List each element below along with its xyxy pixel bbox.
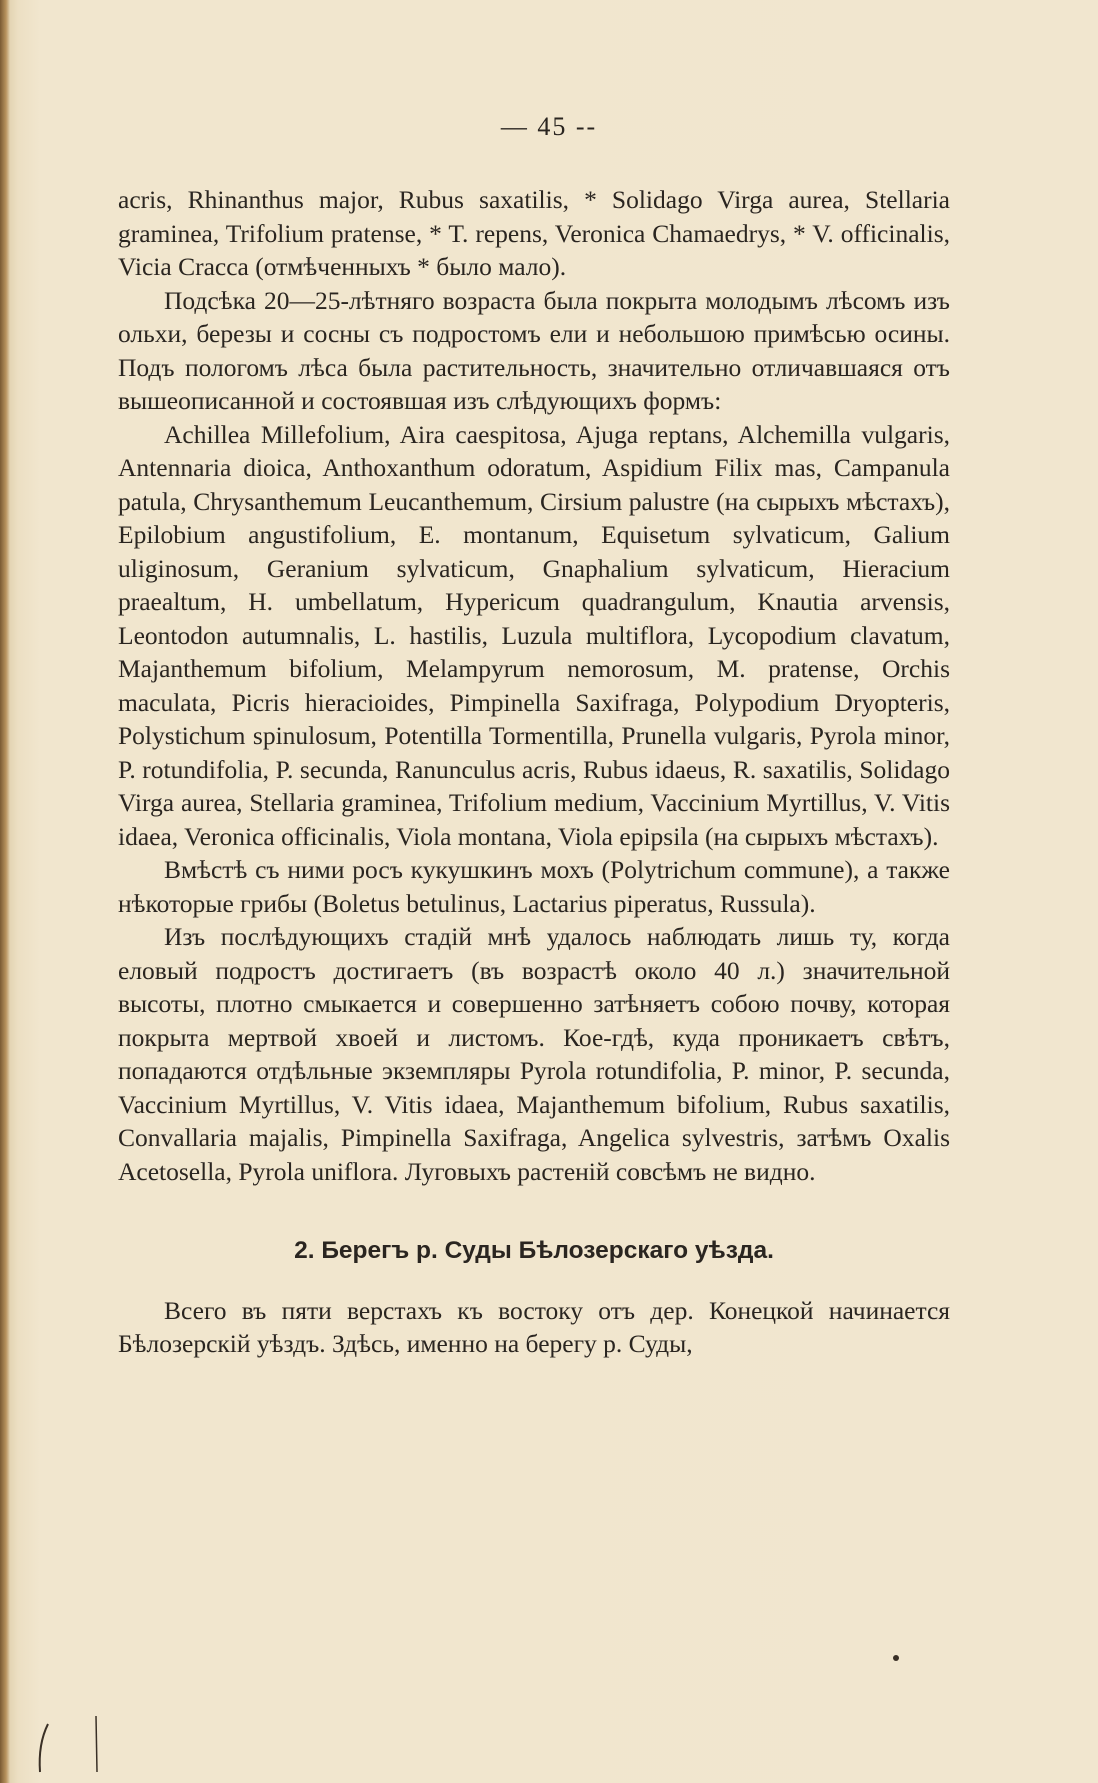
paragraph: Изъ послѣдующихъ стадій мнѣ удалось наблюдать лишь ту, когда еловый подростъ достигаетъ (въ возрастѣ около 40 л.) значительной высоты, плотно смыкается и совершенно затѣняетъ собою почву, которая покрыта мертвой хвоей и листомъ. Кое-гдѣ, куда проникаетъ свѣтъ, попадаются отдѣльные экземпляры Pyrola rotundifolia, P. minor, P. secunda, Vaccinium Myrtillus, V. Vitis idaea, Majanthemum bifolium, Rubus saxatilis, Convallaria majalis, Pimpinella Saxifraga, Angelica sylvestris, затѣмъ Oxalis Acetosella, Pyrola uniflora. Луговыхъ растеній совсѣмъ не видно. <box>118 922 950 1186</box>
paragraph: Подсѣка 20—25-лѣтняго возраста была покрыта молодымъ лѣсомъ изъ ольхи, березы и сосны съ подростомъ ели и небольшою примѣсью осины. Подъ пологомъ лѣса была растительность, значительно отличавшаяся отъ вышеописанной и состоявшая изъ слѣдующихъ формъ: <box>118 285 950 415</box>
page-body <box>118 183 950 1361</box>
section-heading: 2. Берегъ р. Суды Бѣлозерскаго уѣзда. <box>294 1237 774 1264</box>
paragraph-species-list: Achillea Millefolium, Aira caespitosa, Ajuga reptans, Alchemilla vulgaris, Antennaria dioica, Anthoxanthum odoratum, Aspidium Filix mas, Campanula patula, Chrysanthemum Leucanthemum, Cirsium palustre (на сырыхъ мѣстахъ), Epilobium angustifolium, E. montanum, Equisetum sylvaticum, Galium uliginosum, Geranium sylvaticum, Gnaphalium sylvaticum, Hieracium praealtum, H. umbellatum, Hypericum quadrangulum, Knautia arvensis, Leontodon autumnalis, L. hastilis, Luzula multiflora, Lycopodium clavatum, Majanthemum bifolium, Melampyrum nemorosum, M. pratense, Orchis maculata, Picris hieracioides, Pimpinella Saxifraga, Polypodium Dryopteris, Polystichum spinulosum, Potentilla Tormentilla, Prunella vulgaris, Pyrola minor, P. rotundifolia, P. secunda, Ranunculus acris, Rubus idaeus, R. saxatilis, Solidago Virga aurea, Stellaria graminea, Trifolium medium, Vaccinium Myrtillus, V. Vitis idaea, Veronica officinalis, Viola montana, Viola epipsila (на сырыхъ мѣстахъ). <box>118 419 950 851</box>
page-number: — 45 -- <box>500 112 598 141</box>
book-spine-edge <box>0 0 10 1783</box>
paragraph: Всего въ пяти верстахъ къ востоку отъ дер. Конецкой начинается Бѣлозерскій уѣздъ. Здѣсь, именно на берегу р. Суды, <box>118 1295 950 1358</box>
ink-spot <box>893 1655 899 1661</box>
paragraph: Вмѣстѣ съ ними росъ кукушкинъ мохъ (Polytrichum commune), а также нѣкоторые грибы (Boletus betulinus, Lactarius piperatus, Russula). <box>118 855 950 918</box>
pencil-mark <box>34 1714 106 1774</box>
paragraph-continued: acris, Rhinanthus major, Rubus saxatilis, * Solidago Virga aurea, Stellaria graminea, Trifolium pratense, * T. repens, Veronica Chamaedrys, * V. officinalis, Vicia Cracca (отмѣченныхъ * было мало). <box>118 185 950 281</box>
